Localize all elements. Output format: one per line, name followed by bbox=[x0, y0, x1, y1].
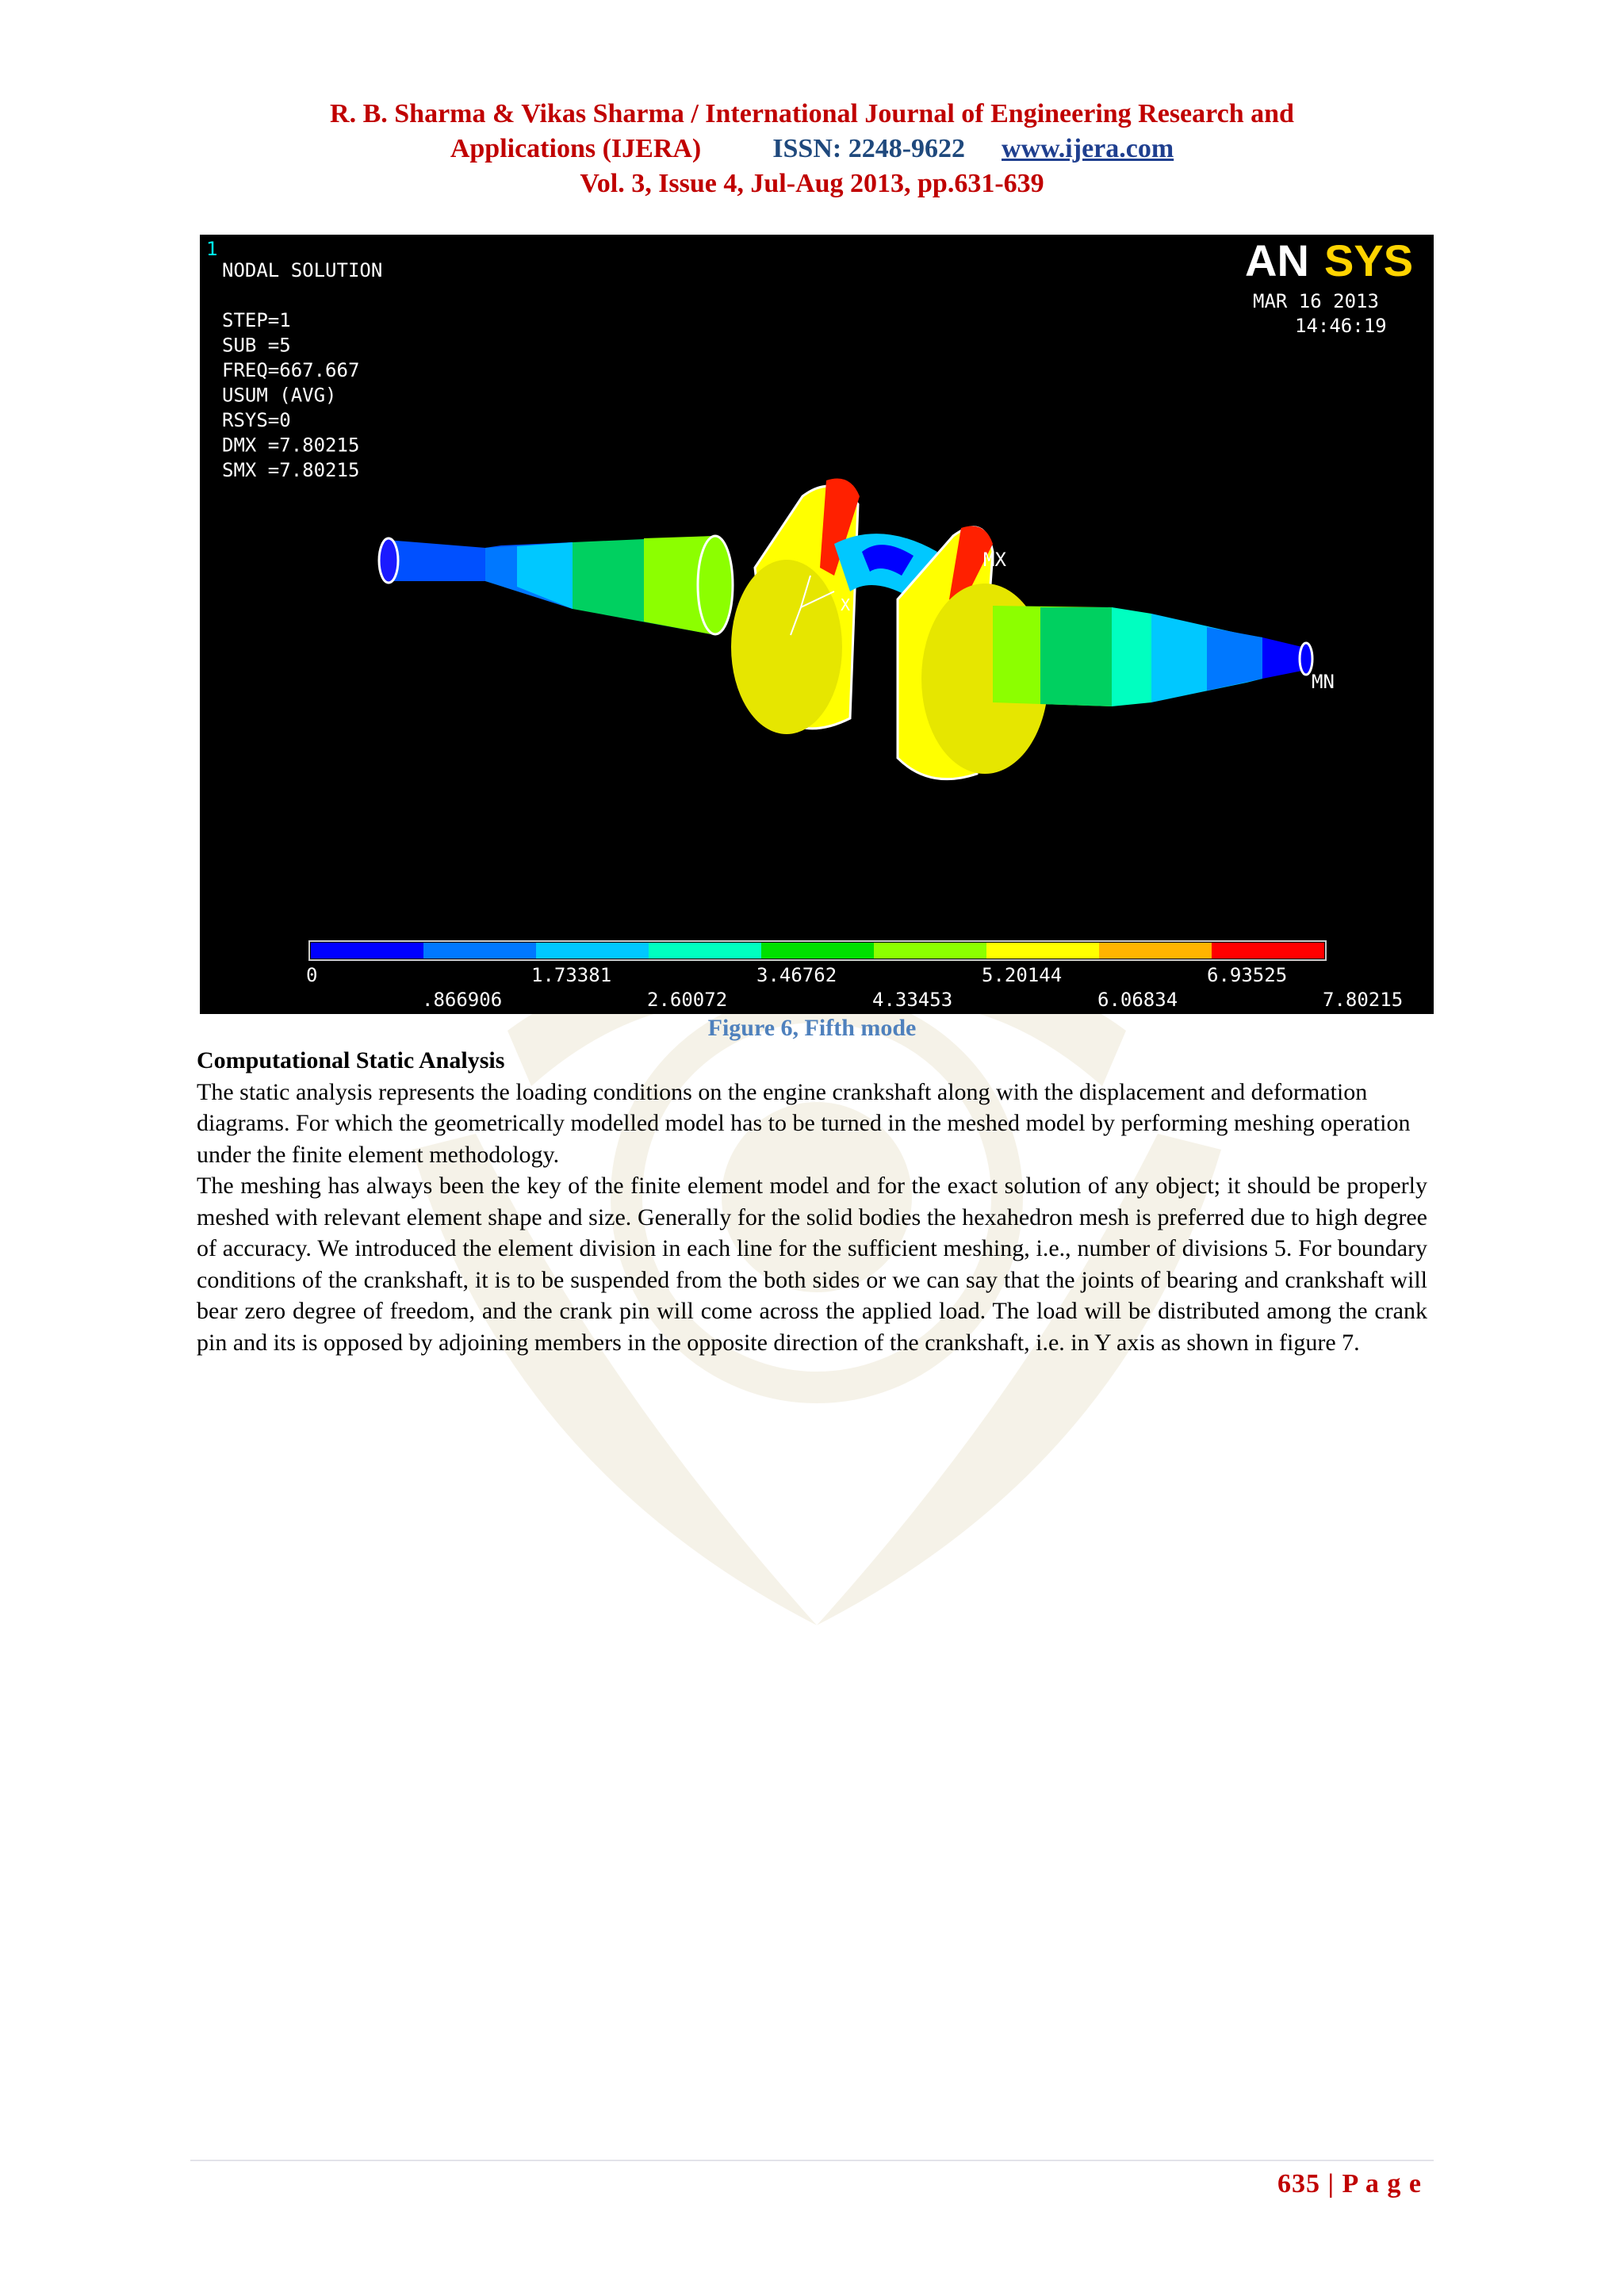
legend-label-bottom: .866906 bbox=[422, 989, 503, 1011]
ansys-plot bbox=[200, 235, 1434, 1014]
x-axis-label: X bbox=[841, 595, 851, 614]
legend-label-top: 5.20144 bbox=[982, 964, 1063, 986]
legend-label-top: 0 bbox=[306, 964, 318, 986]
legend-swatch bbox=[423, 943, 536, 959]
legend-swatch bbox=[311, 943, 423, 959]
header-volume: Vol. 3, Issue 4, Jul-Aug 2013, pp.631-639 bbox=[580, 169, 1044, 198]
section-title: Computational Static Analysis bbox=[197, 1047, 505, 1073]
section-body bbox=[197, 1045, 1427, 1358]
footer-divider bbox=[190, 2160, 1434, 2161]
journal-header bbox=[0, 97, 1624, 201]
ansys-nodal-solution-figure bbox=[200, 235, 1434, 1014]
crankshaft-model bbox=[379, 479, 1312, 779]
header-journal-link[interactable]: www.ijera.com bbox=[1002, 134, 1174, 163]
info-line: NODAL SOLUTION bbox=[222, 259, 383, 281]
legend-label-bottom: 4.33453 bbox=[872, 989, 953, 1011]
info-line: SMX =7.80215 bbox=[222, 459, 360, 481]
legend-label-bottom: 6.06834 bbox=[1097, 989, 1178, 1011]
legend-swatch bbox=[874, 943, 986, 959]
page-number: 635 | P a g e bbox=[1277, 2169, 1422, 2198]
legend-label-bottom: 7.80215 bbox=[1323, 989, 1404, 1011]
legend-label-top: 3.46762 bbox=[756, 964, 837, 986]
solution-date: MAR 16 2013 bbox=[1253, 290, 1379, 312]
legend-label-bottom: 2.60072 bbox=[647, 989, 728, 1011]
contour-legend-labels bbox=[306, 964, 1403, 1011]
legend-swatch bbox=[536, 943, 649, 959]
info-line: RSYS=0 bbox=[222, 409, 291, 431]
info-line: USUM (AVG) bbox=[222, 384, 337, 407]
info-line: STEP=1 bbox=[222, 309, 291, 331]
legend-swatch bbox=[1099, 943, 1212, 959]
paragraph-2: The meshing has always been the key of the finite element model and for the exact solution of any object; it should be properly meshed with relevant element shape and size. Generally for the solid bodies the hexahedron mesh is preferred due to high degree of accuracy. We introduced the element division in each line for the sufficient meshing, i.e., number of divisions 5. For boundary conditions of the crankshaft, it is to be suspended from the both sides or we can say that the joints of bearing and crankshaft will bear zero degree of freedom, and the crank pin will come across the applied load. The load will be distributed among the crank pin and its is opposed by adjoining members in the opposite direction of the crankshaft, i.e. in Y axis as shown in figure 7. bbox=[197, 1173, 1427, 1356]
figure-caption: Figure 6, Fifth mode bbox=[707, 1015, 917, 1041]
legend-label-top: 6.93525 bbox=[1207, 964, 1288, 986]
contour-legend-bar bbox=[309, 941, 1326, 960]
legend-swatch bbox=[649, 943, 761, 959]
min-marker-label: MN bbox=[1312, 671, 1335, 693]
solution-time: 14:46:19 bbox=[1295, 315, 1387, 337]
header-journal-abbrev: Applications (IJERA) bbox=[450, 134, 702, 163]
window-number: 1 bbox=[206, 238, 218, 260]
paragraph-1: The static analysis represents the loading conditions on the engine crankshaft along with the displacement and deformation diagrams. For which the geometrically modelled model has to be turned in the meshed model by performing meshing operation under the finite element methodology. bbox=[197, 1078, 1411, 1168]
legend-label-top: 1.73381 bbox=[531, 964, 612, 986]
ansys-logo-an: AN bbox=[1245, 235, 1309, 285]
info-line: SUB =5 bbox=[222, 334, 291, 357]
ansys-logo-sys: SYS bbox=[1324, 235, 1414, 285]
solution-info-block bbox=[222, 259, 382, 481]
legend-swatch bbox=[761, 943, 874, 959]
header-issn: ISSN: 2248-9622 bbox=[772, 134, 966, 163]
header-authors-journal: R. B. Sharma & Vikas Sharma / International Journal of Engineering Research and bbox=[330, 99, 1294, 128]
info-line: FREQ=667.667 bbox=[222, 359, 360, 381]
max-marker-label: MX bbox=[983, 549, 1006, 571]
info-line: DMX =7.80215 bbox=[222, 434, 360, 457]
legend-swatch bbox=[986, 943, 1099, 959]
legend-swatch bbox=[1212, 943, 1324, 959]
